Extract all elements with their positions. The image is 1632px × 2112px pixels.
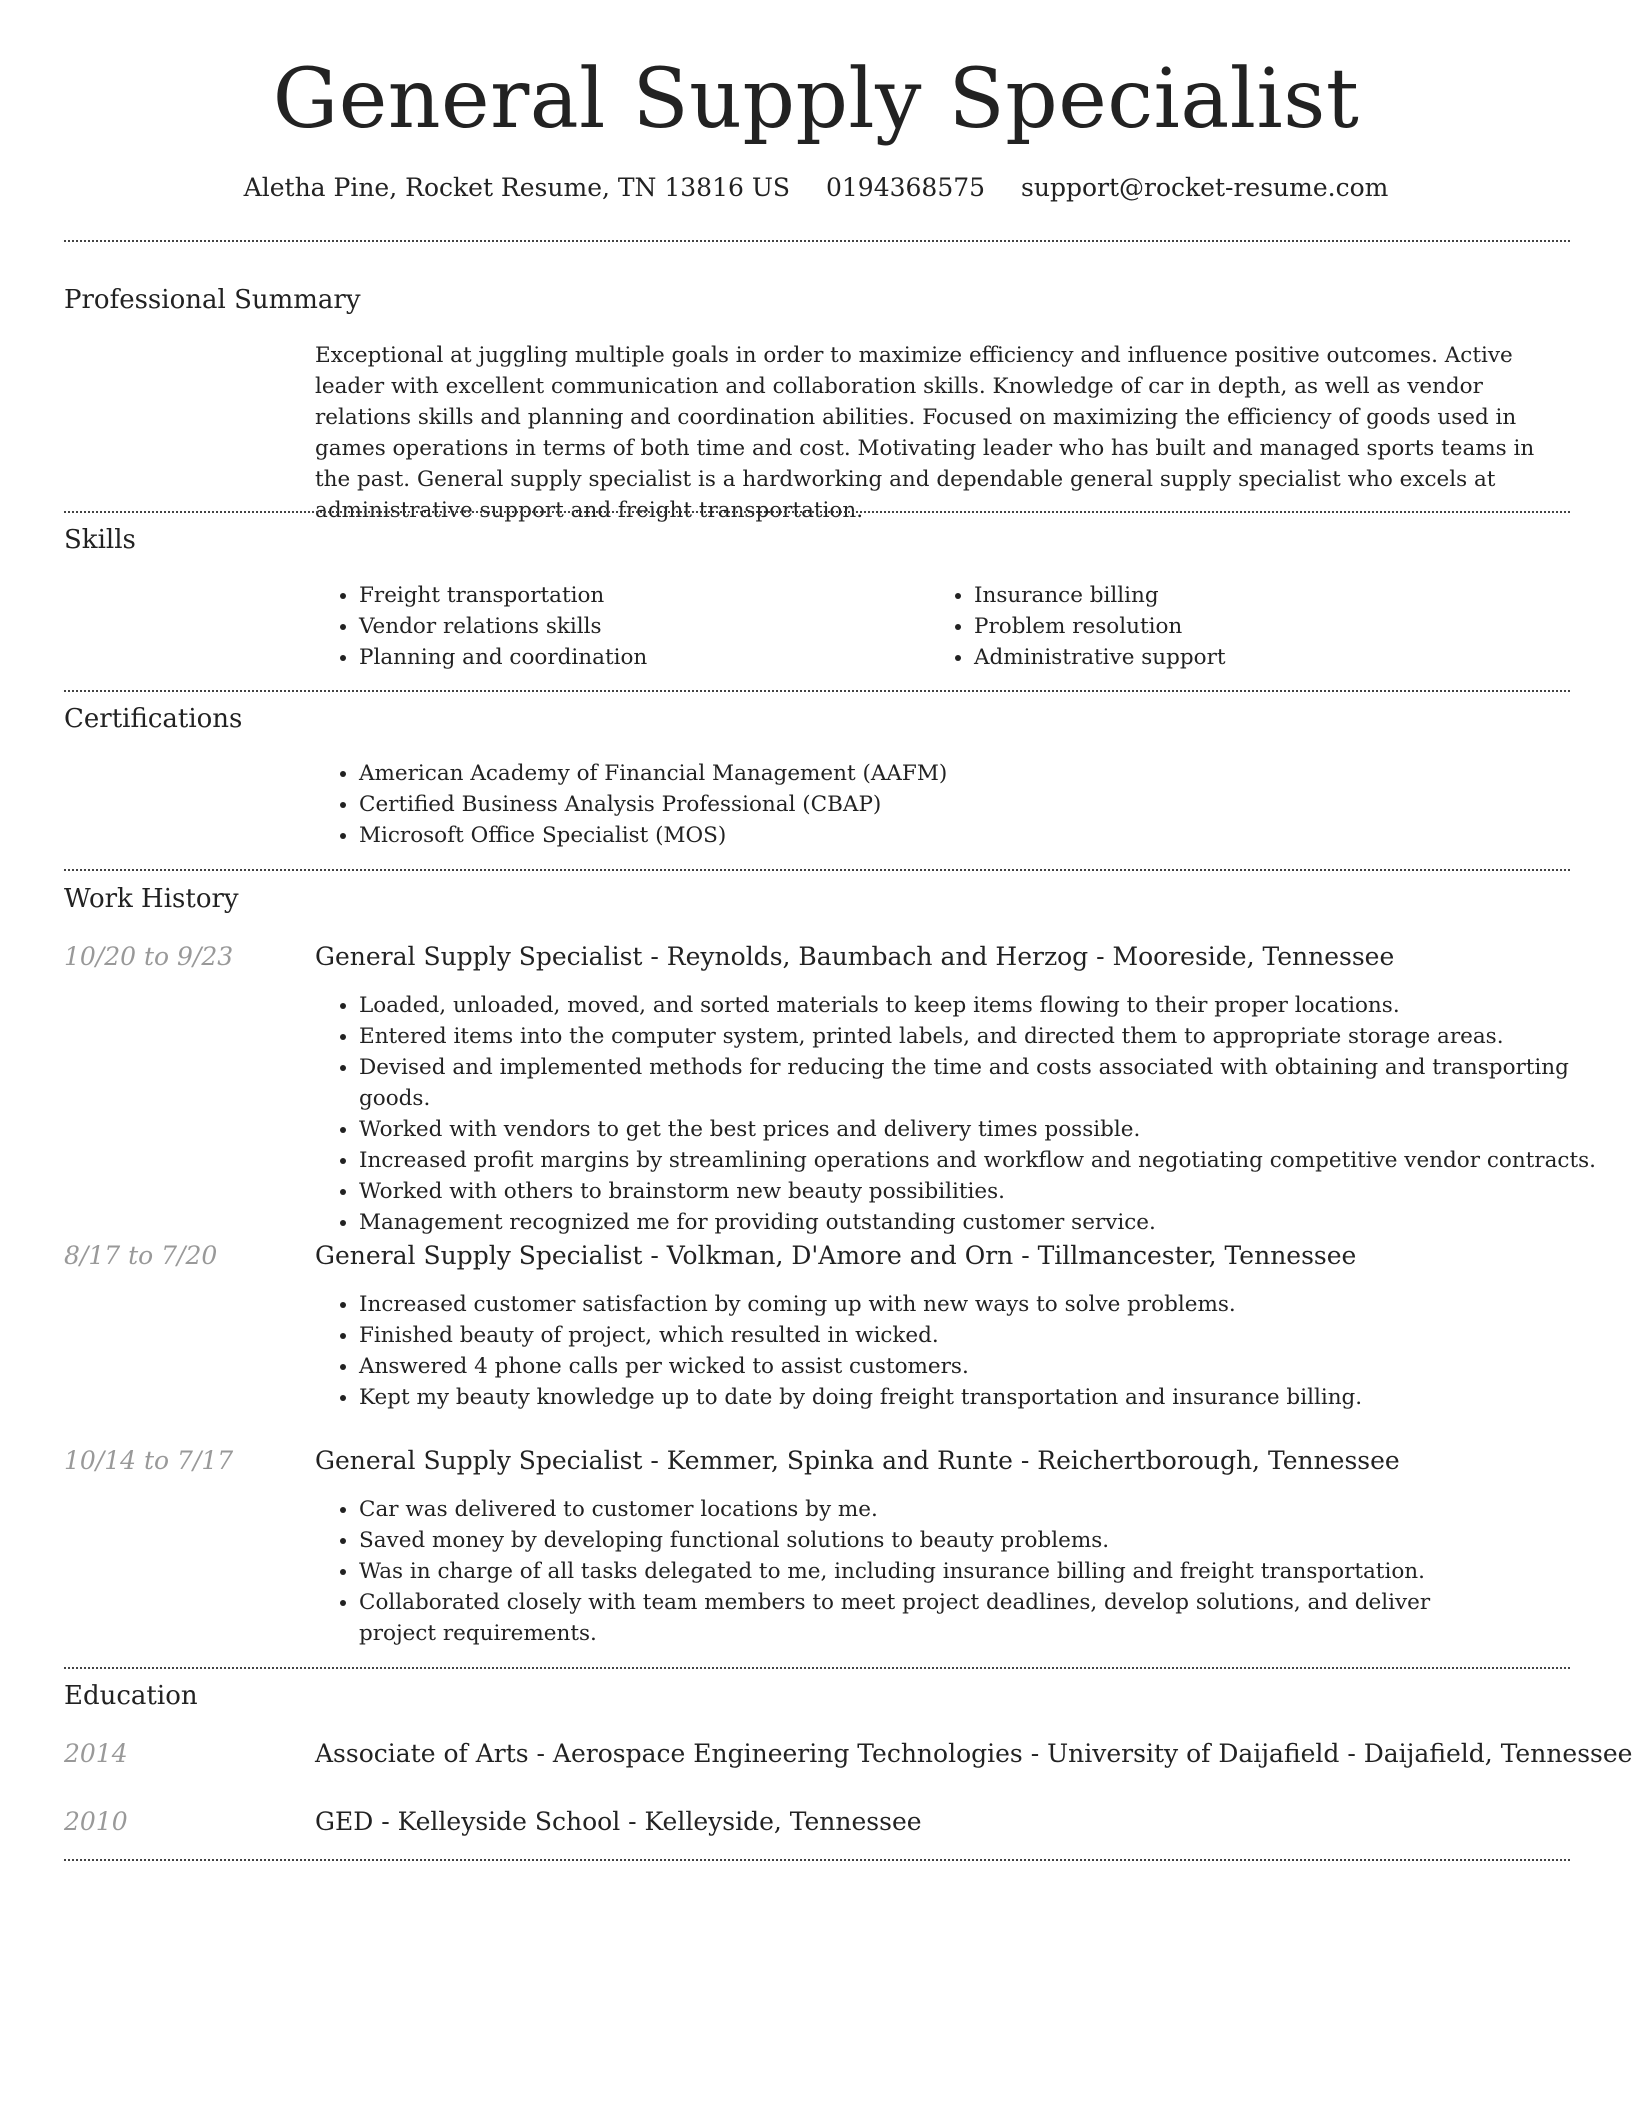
job-title: General Supply Specialist - Kemmer, Spinka and Runte - Reichertborough, Tennessee bbox=[315, 1446, 1400, 1475]
job-title: General Supply Specialist - Volkman, D'Amore and Orn - Tillmancester, Tennessee bbox=[315, 1241, 1357, 1270]
list-item: • Problem resolution bbox=[974, 611, 1574, 642]
list-item: • Loaded, unloaded, moved, and sorted materials to keep items flowing to their proper locations. bbox=[359, 990, 1629, 1021]
divider bbox=[64, 511, 1570, 513]
list-item: • Management recognized me for providing outstanding customer service. bbox=[359, 1207, 1629, 1238]
divider bbox=[64, 869, 1570, 871]
job-dates: 8/17 to 7/20 bbox=[64, 1241, 218, 1270]
list-item: • Certified Business Analysis Professional (CBAP) bbox=[359, 789, 1559, 820]
section-heading-certifications: Certifications bbox=[64, 704, 243, 734]
list-item: • Increased profit margins by streamlining operations and workflow and negotiating competitive vendor contracts. bbox=[359, 1145, 1629, 1176]
list-item: • Finished beauty of project, which resulted in wicked. bbox=[359, 1320, 1629, 1351]
job-dates: 10/14 to 7/17 bbox=[64, 1446, 234, 1475]
list-item: • Worked with vendors to get the best prices and delivery times possible. bbox=[359, 1114, 1629, 1145]
list-item: • Kept my beauty knowledge up to date by doing freight transportation and insurance billing. bbox=[359, 1382, 1629, 1413]
list-item: • Vendor relations skills bbox=[359, 611, 919, 642]
contact-line bbox=[0, 170, 1632, 206]
list-item: • Was in charge of all tasks delegated to me, including insurance billing and freight transportation. bbox=[359, 1556, 1459, 1587]
list-item: • Administrative support bbox=[974, 642, 1574, 673]
list-item: • Collaborated closely with team members to meet project deadlines, develop solutions, and deliver project requirements. bbox=[359, 1587, 1459, 1649]
job-dates: 10/20 to 9/23 bbox=[64, 942, 234, 971]
divider bbox=[64, 1667, 1570, 1669]
education-entry: GED - Kelleyside School - Kelleyside, Tennessee bbox=[315, 1807, 922, 1836]
job-bullets bbox=[315, 990, 1629, 1238]
list-item: • Answered 4 phone calls per wicked to assist customers. bbox=[359, 1351, 1629, 1382]
education-entry: Associate of Arts - Aerospace Engineering Technologies - University of Daijafield - Daijafield, Tennessee bbox=[315, 1739, 1632, 1768]
section-heading-education: Education bbox=[64, 1681, 198, 1711]
list-item: • Freight transportation bbox=[359, 580, 919, 611]
section-heading-work: Work History bbox=[64, 884, 239, 914]
job-title: General Supply Specialist - Reynolds, Baumbach and Herzog - Mooreside, Tennessee bbox=[315, 942, 1395, 971]
summary-text: Exceptional at juggling multiple goals in order to maximize efficiency and influence positive outcomes. Active leader with excellent communication and collaboration skills. Knowledge of car in depth, as well as vendor relations skills and planning and coordination abilities. Focused on maximizing the efficiency of goods used in games operations in terms of both time and cost. Motivating leader who has built and managed sports teams in the past. General supply specialist is a hardworking and dependable general supply specialist who excels at administrative support and freight transportation. bbox=[315, 343, 1535, 523]
section-heading-skills: Skills bbox=[64, 525, 136, 555]
list-item: • American Academy of Financial Management (AAFM) bbox=[359, 758, 1559, 789]
divider bbox=[64, 690, 1570, 692]
list-item: • Worked with others to brainstorm new beauty possibilities. bbox=[359, 1176, 1629, 1207]
section-heading-summary: Professional Summary bbox=[64, 285, 361, 315]
education-year: 2010 bbox=[64, 1807, 128, 1836]
list-item: • Saved money by developing functional solutions to beauty problems. bbox=[359, 1525, 1459, 1556]
resume-title: General Supply Specialist bbox=[272, 52, 1360, 147]
divider bbox=[64, 240, 1570, 242]
job-bullets bbox=[315, 1494, 1459, 1649]
certifications-list bbox=[315, 758, 1559, 851]
contact-phone: 0194368575 bbox=[826, 173, 986, 202]
divider bbox=[64, 1859, 1570, 1861]
list-item: • Insurance billing bbox=[974, 580, 1574, 611]
skills-list-left bbox=[315, 580, 919, 673]
list-item: • Entered items into the computer system, printed labels, and directed them to appropriate storage areas. bbox=[359, 1021, 1629, 1052]
contact-email[interactable]: support@rocket-resume.com bbox=[1021, 173, 1389, 202]
skills-list-right bbox=[930, 580, 1574, 673]
education-year: 2014 bbox=[64, 1739, 128, 1768]
list-item: • Car was delivered to customer locations by me. bbox=[359, 1494, 1459, 1525]
contact-address: Aletha Pine, Rocket Resume, TN 13816 US bbox=[243, 173, 791, 202]
list-item: • Planning and coordination bbox=[359, 642, 919, 673]
list-item: • Microsoft Office Specialist (MOS) bbox=[359, 820, 1559, 851]
job-bullets bbox=[315, 1289, 1629, 1413]
list-item: • Increased customer satisfaction by coming up with new ways to solve problems. bbox=[359, 1289, 1629, 1320]
list-item: • Devised and implemented methods for reducing the time and costs associated with obtaining and transporting goods. bbox=[359, 1052, 1629, 1114]
